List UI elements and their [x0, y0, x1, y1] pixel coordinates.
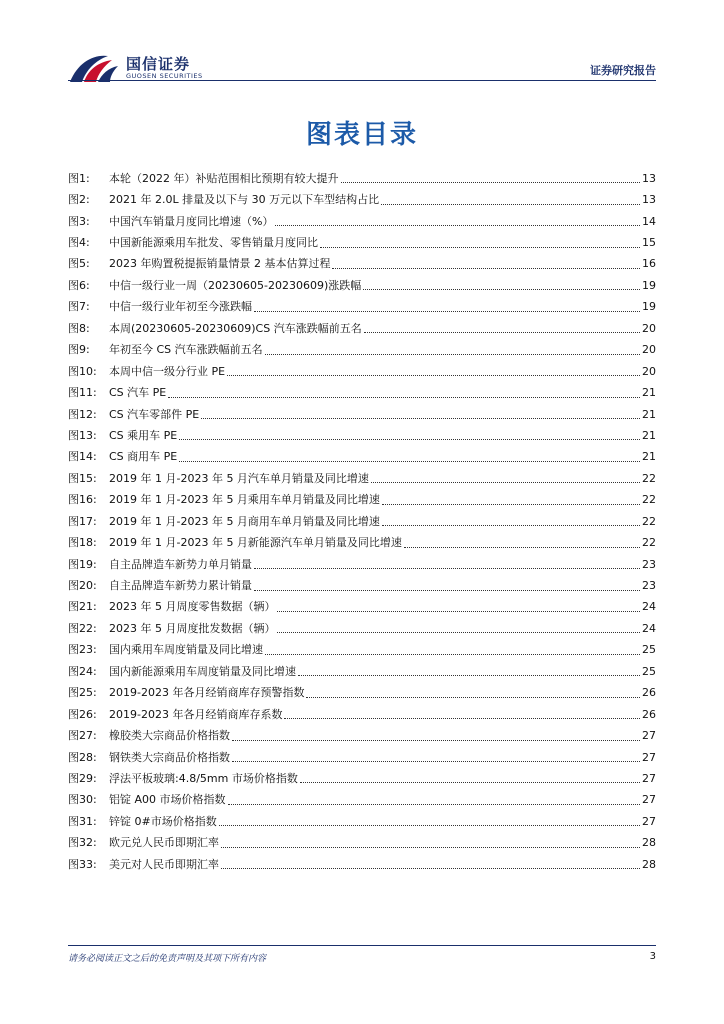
- toc-entry-title[interactable]: 2019 年 1 月-2023 年 5 月汽车单月销量及同比增速: [109, 471, 369, 485]
- toc-entry-label: 图12:: [68, 407, 97, 421]
- toc-entry-label: 图22:: [68, 621, 97, 635]
- toc-entry-label: 图1:: [68, 171, 90, 185]
- toc-entry[interactable]: [68, 790, 656, 811]
- toc-entry-page: 20: [642, 343, 656, 357]
- toc-entry[interactable]: [68, 468, 656, 489]
- toc-entry-title[interactable]: 国内新能源乘用车周度销量及同比增速: [109, 664, 296, 678]
- header-divider: [68, 80, 656, 81]
- toc-entry[interactable]: [68, 232, 656, 253]
- toc-entry-title[interactable]: 2019 年 1 月-2023 年 5 月商用车单月销量及同比增速: [109, 514, 380, 528]
- toc-entry-page: 27: [642, 750, 656, 764]
- toc-entry-page: 24: [642, 621, 656, 635]
- toc-entry-title[interactable]: 本周中信一级分行业 PE: [109, 364, 226, 378]
- toc-entry-label: 图14:: [68, 450, 97, 464]
- toc-entry-page: 21: [642, 407, 656, 421]
- toc-entry-label: 图20:: [68, 579, 97, 593]
- toc-entry-page: 26: [642, 707, 656, 721]
- table-of-figures: [68, 168, 656, 875]
- toc-entry-title[interactable]: 美元对人民币即期汇率: [109, 857, 219, 871]
- toc-entry-title[interactable]: 自主品牌造车新势力单月销量: [109, 557, 252, 571]
- toc-entry[interactable]: [68, 511, 656, 532]
- toc-leader-dots: [364, 332, 640, 333]
- toc-entry-label: 图26:: [68, 707, 97, 721]
- toc-leader-dots: [404, 547, 640, 548]
- toc-entry-title[interactable]: 中国新能源乘用车批发、零售销量月度同比: [109, 236, 318, 250]
- toc-leader-dots: [168, 397, 640, 398]
- toc-entry-title[interactable]: 2019-2023 年各月经销商库存预警指数: [109, 686, 305, 700]
- toc-leader-dots: [232, 740, 640, 741]
- toc-entry[interactable]: [68, 618, 656, 639]
- toc-entry-page: 21: [642, 450, 656, 464]
- toc-entry-page: 21: [642, 386, 656, 400]
- toc-entry-page: 22: [642, 471, 656, 485]
- toc-leader-dots: [275, 225, 640, 226]
- toc-entry[interactable]: [68, 425, 656, 446]
- toc-entry-label: 图31:: [68, 814, 97, 828]
- toc-entry-label: 图25:: [68, 686, 97, 700]
- toc-entry[interactable]: [68, 768, 656, 789]
- toc-entry-page: 22: [642, 493, 656, 507]
- toc-entry-page: 28: [642, 836, 656, 850]
- toc-entry-title[interactable]: 年初至今 CS 汽车涨跌幅前五名: [109, 343, 263, 357]
- toc-entry-label: 图27:: [68, 729, 97, 743]
- toc-leader-dots: [371, 482, 640, 483]
- toc-entry-title[interactable]: 欧元兑人民币即期汇率: [109, 836, 219, 850]
- toc-entry-page: 25: [642, 664, 656, 678]
- page-title: 图表目录: [305, 120, 418, 150]
- toc-entry-title[interactable]: CS 乘用车 PE: [109, 428, 178, 442]
- toc-entry-title[interactable]: 铝锭 A00 市场价格指数: [109, 793, 226, 807]
- toc-entry[interactable]: [68, 211, 656, 232]
- toc-entry-label: 图21:: [68, 600, 97, 614]
- toc-entry[interactable]: [68, 490, 656, 511]
- toc-entry-page: 27: [642, 814, 656, 828]
- toc-entry-title[interactable]: 自主品牌造车新势力累计销量: [109, 579, 252, 593]
- report-type-label: 证券研究报告: [590, 64, 656, 77]
- toc-entry-label: 图19:: [68, 557, 97, 571]
- toc-entry-page: 19: [642, 278, 656, 292]
- toc-entry[interactable]: [68, 854, 656, 875]
- toc-entry[interactable]: [68, 382, 656, 403]
- toc-entry-label: 图29:: [68, 771, 97, 785]
- toc-leader-dots: [227, 375, 640, 376]
- toc-leader-dots: [298, 675, 640, 676]
- toc-entry-label: 图11:: [68, 386, 97, 400]
- toc-leader-dots: [254, 311, 640, 312]
- toc-entry[interactable]: [68, 447, 656, 468]
- toc-leader-dots: [228, 804, 640, 805]
- toc-entry-label: 图8:: [68, 321, 90, 335]
- toc-entry-page: 27: [642, 729, 656, 743]
- toc-entry-page: 28: [642, 857, 656, 871]
- toc-entry[interactable]: [68, 532, 656, 553]
- toc-entry-page: 27: [642, 771, 656, 785]
- toc-leader-dots: [284, 718, 640, 719]
- toc-leader-dots: [179, 439, 640, 440]
- toc-entry-page: 26: [642, 686, 656, 700]
- toc-entry[interactable]: [68, 683, 656, 704]
- toc-entry[interactable]: [68, 597, 656, 618]
- toc-leader-dots: [320, 247, 640, 248]
- toc-entry-label: 图13:: [68, 428, 97, 442]
- toc-entry[interactable]: [68, 361, 656, 382]
- toc-entry[interactable]: [68, 725, 656, 746]
- toc-entry-title[interactable]: 2023 年 5 月周度零售数据（辆）: [109, 600, 276, 614]
- toc-entry-label: 图30:: [68, 793, 97, 807]
- footer-disclaimer: 请务必阅读正文之后的免责声明及其项下所有内容: [68, 954, 267, 964]
- toc-entry-page: 22: [642, 536, 656, 550]
- toc-entry-page: 20: [642, 321, 656, 335]
- footer-divider: [68, 945, 656, 946]
- toc-entry-title[interactable]: 中信一级行业年初至今涨跌幅: [109, 300, 252, 314]
- toc-leader-dots: [277, 611, 640, 612]
- toc-leader-dots: [363, 289, 640, 290]
- toc-entry-label: 图28:: [68, 750, 97, 764]
- toc-entry-title[interactable]: CS 汽车 PE: [109, 386, 167, 400]
- toc-entry-title[interactable]: 2023 年购置税提振销量情景 2 基本估算过程: [109, 257, 331, 271]
- toc-entry[interactable]: [68, 747, 656, 768]
- toc-leader-dots: [254, 568, 640, 569]
- toc-leader-dots: [221, 868, 640, 869]
- toc-leader-dots: [306, 697, 640, 698]
- toc-entry-page: 19: [642, 300, 656, 314]
- toc-leader-dots: [300, 782, 640, 783]
- toc-entry-title[interactable]: 2023 年 5 月周度批发数据（辆）: [109, 621, 276, 635]
- toc-entry-title[interactable]: 2019-2023 年各月经销商库存系数: [109, 707, 283, 721]
- toc-entry-page: 16: [642, 257, 656, 271]
- toc-entry-page: 21: [642, 428, 656, 442]
- toc-entry-page: 14: [642, 214, 656, 228]
- toc-entry-title[interactable]: 本周(20230605-20230609)CS 汽车涨跌幅前五名: [109, 321, 362, 335]
- toc-leader-dots: [382, 504, 640, 505]
- toc-leader-dots: [382, 525, 640, 526]
- toc-entry-page: 22: [642, 514, 656, 528]
- toc-entry-label: 图16:: [68, 493, 97, 507]
- toc-entry-label: 图3:: [68, 214, 90, 228]
- toc-entry[interactable]: [68, 297, 656, 318]
- toc-entry-page: 23: [642, 557, 656, 571]
- toc-leader-dots: [341, 182, 641, 183]
- toc-entry-page: 25: [642, 643, 656, 657]
- toc-entry-label: 图33:: [68, 857, 97, 871]
- toc-entry-page: 27: [642, 793, 656, 807]
- toc-entry-title[interactable]: 中国汽车销量月度同比增速（%）: [109, 214, 274, 228]
- toc-entry-title[interactable]: 本轮（2022 年）补贴范围相比预期有较大提升: [109, 171, 339, 185]
- toc-entry[interactable]: [68, 254, 656, 275]
- page-number: 3: [649, 951, 656, 962]
- toc-entry[interactable]: [68, 704, 656, 725]
- toc-entry-page: 15: [642, 236, 656, 250]
- logo-english-name: GUOSEN SECURITIES: [126, 72, 203, 80]
- toc-entry-title[interactable]: 2021 年 2.0L 排量及以下与 30 万元以下车型结构占比: [109, 193, 380, 207]
- toc-entry[interactable]: [68, 661, 656, 682]
- toc-entry-label: 图10:: [68, 364, 97, 378]
- toc-entry-page: 13: [642, 171, 656, 185]
- toc-entry-page: 20: [642, 364, 656, 378]
- toc-entry[interactable]: [68, 811, 656, 832]
- toc-entry[interactable]: [68, 833, 656, 854]
- toc-entry[interactable]: [68, 318, 656, 339]
- toc-entry-title[interactable]: 橡胶类大宗商品价格指数: [109, 729, 230, 743]
- toc-entry-title[interactable]: 国内乘用车周度销量及同比增速: [109, 643, 263, 657]
- toc-entry-label: 图7:: [68, 300, 90, 314]
- toc-entry-label: 图17:: [68, 514, 97, 528]
- toc-leader-dots: [179, 461, 640, 462]
- toc-entry-label: 图2:: [68, 193, 90, 207]
- toc-entry-label: 图9:: [68, 343, 90, 357]
- logo-chinese-name: 国信证券: [126, 55, 191, 73]
- toc-entry[interactable]: [68, 189, 656, 210]
- toc-entry[interactable]: [68, 340, 656, 361]
- toc-leader-dots: [277, 632, 640, 633]
- toc-leader-dots: [221, 847, 640, 848]
- toc-entry[interactable]: [68, 575, 656, 596]
- toc-entry-title[interactable]: 中信一级行业一周（20230605-20230609)涨跌幅: [109, 278, 362, 292]
- toc-leader-dots: [254, 590, 640, 591]
- toc-entry[interactable]: [68, 168, 656, 189]
- toc-entry-label: 图32:: [68, 836, 97, 850]
- toc-entry-label: 图4:: [68, 236, 90, 250]
- toc-entry[interactable]: [68, 640, 656, 661]
- toc-leader-dots: [332, 268, 640, 269]
- toc-entry[interactable]: [68, 404, 656, 425]
- toc-leader-dots: [232, 761, 640, 762]
- toc-entry-page: 24: [642, 600, 656, 614]
- toc-entry-label: 图24:: [68, 664, 97, 678]
- toc-leader-dots: [219, 825, 640, 826]
- toc-entry-page: 23: [642, 579, 656, 593]
- toc-entry-label: 图23:: [68, 643, 97, 657]
- toc-entry-title[interactable]: 浮法平板玻璃:4.8/5mm 市场价格指数: [109, 771, 298, 785]
- toc-entry-title[interactable]: CS 汽车零部件 PE: [109, 407, 200, 421]
- toc-entry-label: 图15:: [68, 471, 97, 485]
- toc-entry-title[interactable]: 锌锭 0#市场价格指数: [109, 814, 217, 828]
- toc-leader-dots: [201, 418, 640, 419]
- toc-leader-dots: [265, 654, 640, 655]
- toc-entry[interactable]: [68, 275, 656, 296]
- toc-entry-page: 13: [642, 193, 656, 207]
- toc-entry[interactable]: [68, 554, 656, 575]
- toc-entry-label: 图5:: [68, 257, 90, 271]
- toc-entry-label: 图18:: [68, 536, 97, 550]
- toc-leader-dots: [265, 354, 640, 355]
- toc-entry-title[interactable]: 钢铁类大宗商品价格指数: [109, 750, 230, 764]
- toc-entry-title[interactable]: CS 商用车 PE: [109, 450, 178, 464]
- toc-entry-title[interactable]: 2019 年 1 月-2023 年 5 月乘用车单月销量及同比增速: [109, 493, 380, 507]
- toc-entry-label: 图6:: [68, 278, 90, 292]
- toc-leader-dots: [381, 204, 640, 205]
- toc-entry-title[interactable]: 2019 年 1 月-2023 年 5 月新能源汽车单月销量及同比增速: [109, 536, 402, 550]
